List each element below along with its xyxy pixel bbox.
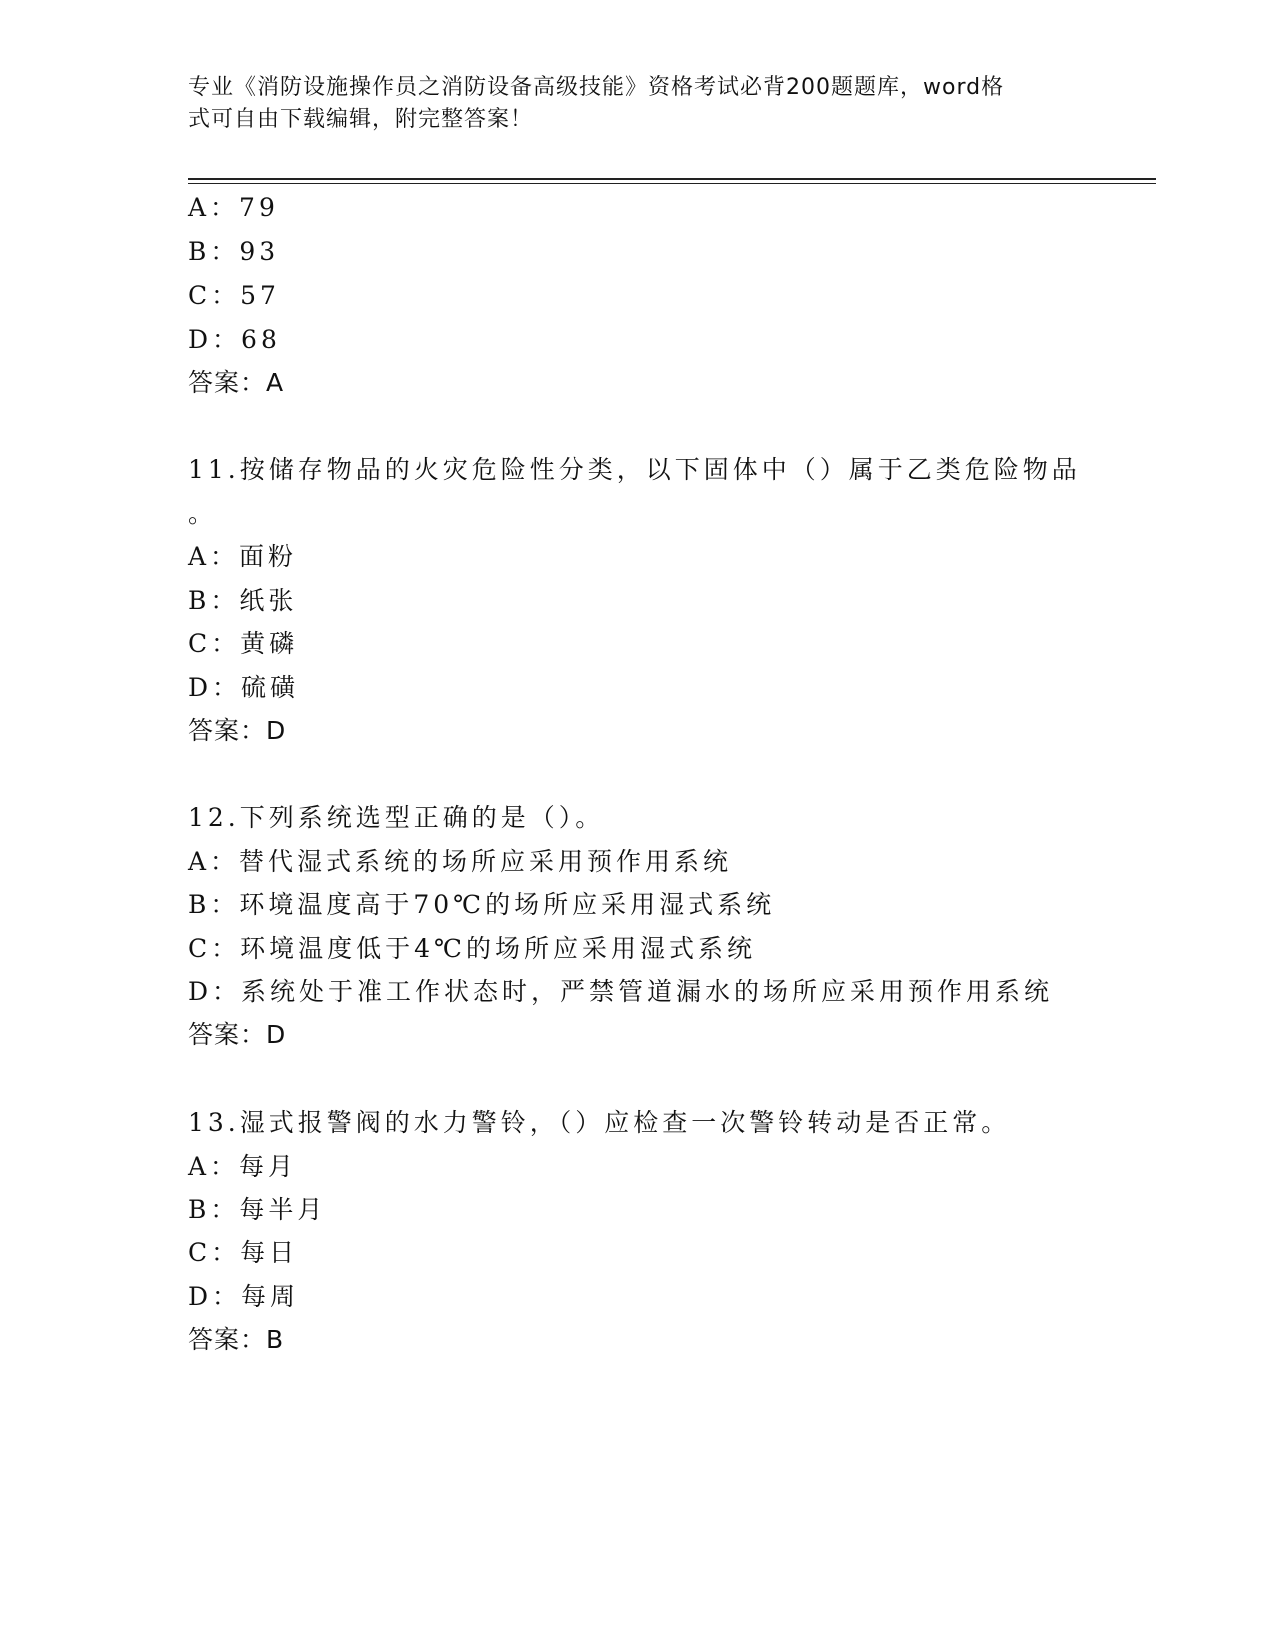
answer-line: 答案：B	[188, 1325, 285, 1354]
header-divider-thick	[188, 178, 1156, 180]
question-13: 13.湿式报警阀的水力警铃，（）应检查一次警铃转动是否正常。	[188, 1108, 1011, 1137]
question-11-continued: 。	[188, 499, 218, 528]
option-a: A：每月	[188, 1152, 298, 1181]
answer-line: 答案：D	[188, 716, 287, 745]
option-d: D：硫磺	[188, 673, 300, 702]
option-b: B：环境温度高于70℃的场所应采用湿式系统	[188, 890, 776, 919]
option-c: C：57	[188, 281, 280, 310]
document-header	[188, 72, 1068, 136]
answer-line: 答案：D	[188, 1020, 287, 1049]
answer-line: 答案：A	[188, 368, 285, 397]
option-b: B：93	[188, 237, 280, 266]
question-12: 12.下列系统选型正确的是（）。	[188, 803, 605, 832]
option-c: C：每日	[188, 1238, 299, 1267]
option-c: C：环境温度低于4℃的场所应采用湿式系统	[188, 934, 757, 963]
option-d: D：系统处于准工作状态时，严禁管道漏水的场所应采用预作用系统	[188, 977, 1054, 1006]
option-c: C：黄磷	[188, 629, 299, 658]
option-a: A：替代湿式系统的场所应采用预作用系统	[188, 847, 733, 876]
header-line-2: 式可自由下载编辑，附完整答案！	[188, 107, 534, 132]
header-divider-thin	[188, 183, 1156, 184]
option-d: D：68	[188, 325, 281, 354]
option-d: D：每周	[188, 1282, 300, 1311]
option-a: A：面粉	[188, 542, 298, 571]
option-b: B：每半月	[188, 1195, 327, 1224]
header-line-1: 专业《消防设施操作员之消防设备高级技能》资格考试必背200题题库，word格	[188, 75, 1005, 100]
option-a: A：79	[188, 193, 279, 222]
question-11: 11.按储存物品的火灾危险性分类，以下固体中（）属于乙类危险物品	[188, 455, 1081, 484]
option-b: B：纸张	[188, 586, 298, 615]
